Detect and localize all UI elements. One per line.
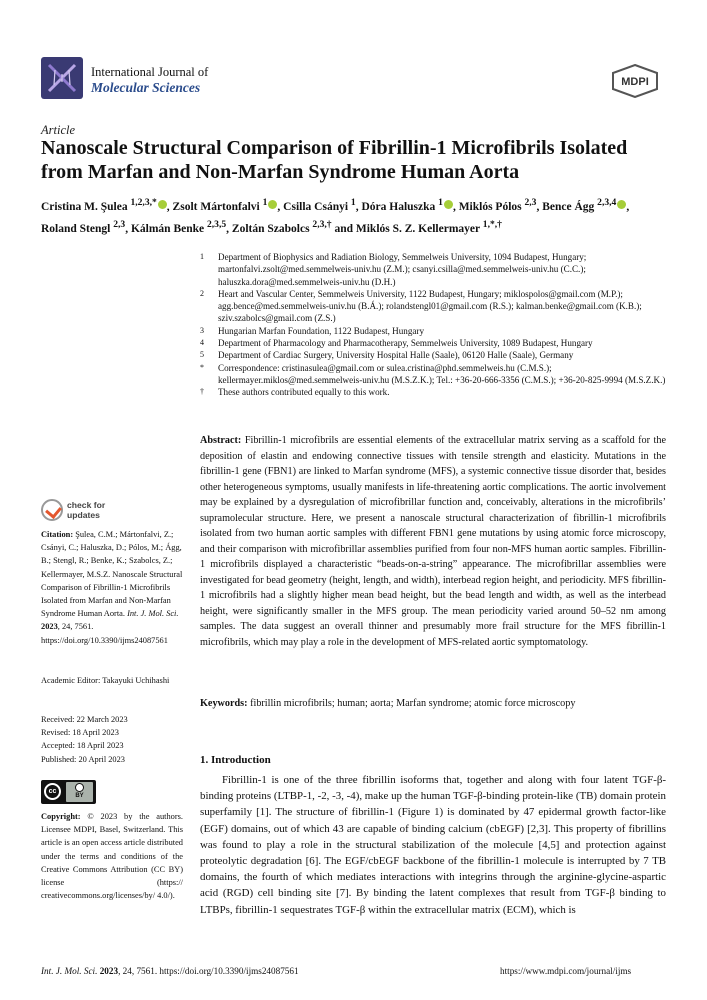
article-title: Nanoscale Structural Comparison of Fibrillin-1 Microfibrils Isolated from Marfan and Non-Marfan Syndrome Human Aorta — [41, 137, 628, 183]
check-updates-icon — [41, 499, 63, 521]
author: Zsolt Mártonfalvi $^1$ , — [172, 197, 281, 213]
abstract-label: Abstract: — [200, 435, 242, 446]
journal-name-line1: International Journal of — [91, 65, 209, 79]
keywords-label: Keywords: — [200, 698, 248, 709]
footer-citation: Int. J. Mol. Sci. 2023, 24, 7561. https://doi.org/10.3390/ijms24087561 — [41, 966, 299, 976]
author: Miklós S. Z. Kellermayer $^{1,*,\dagger}$ — [355, 218, 502, 235]
journal-name-line2: Molecular Sciences — [91, 80, 201, 95]
orcid-icon[interactable] — [617, 200, 626, 209]
citation-block: Citation: Şulea, C.M.; Mártonfalvi, Z.; Csányi, C.; Haluszka, D.; Pólos, M.; Ágg, B.; Stengl, R.; Benke, K.; Szabolcs, Z.; Kellermayer, M.S.Z. Nanoscale Structural Comparison of Fibrillin-1 Microfibrils Isolated from Marfan and Non-Marfan Syndrome Human Aorta. Int. J. Mol. Sci. 2023, 24, 7561. https://doi.org/10.3390/ijms24087561 — [41, 530, 183, 645]
orcid-icon[interactable] — [268, 200, 277, 209]
cc-by-license-badge[interactable]: cc BY — [41, 780, 96, 804]
author: Kálmán Benke $^{2,3,5}$, — [130, 218, 230, 235]
creative-commons-icon: cc — [44, 783, 61, 800]
author: Csilla Csányi $^1$, — [283, 197, 359, 213]
footer-journal-url[interactable]: https://www.mdpi.com/journal/ijms — [500, 966, 632, 976]
copyright-notice: Copyright: © 2023 by the authors. Licensee MDPI, Basel, Switzerland. This article is an open access article distributed under the terms and conditions of the Creative Commons Attribution (CC BY) license (https:// creativecommons.org/licenses/by/ 4.0/). — [41, 812, 184, 901]
correspondence: * Correspondence: cristinasulea@gmail.com or sulea.cristina@phd.semmelweis.hu (C.M.S.); kellermayer.miklos@med.semmelweis-univ.hu (M.S.Z.K.); Tel.: +36-20-666-3356 (C.M.S.); +36-20-825-9994 (M.S.Z.K.) — [200, 362, 666, 385]
keywords — [200, 696, 666, 712]
author-list — [41, 194, 681, 238]
abstract — [200, 433, 666, 650]
received-date: Received: 22 March 2023 — [41, 715, 128, 724]
orcid-icon[interactable] — [444, 200, 453, 209]
journal-logo — [41, 57, 83, 99]
author: Cristina M. Şulea $^{1,2,3,*}$ , — [41, 197, 170, 213]
author: Miklós Pólos $^{2,3}$, — [458, 197, 540, 213]
section-heading-introduction: 1. Introduction — [200, 754, 271, 766]
check-for-updates-button[interactable]: check for updates — [41, 499, 121, 523]
introduction-paragraph: Fibrillin-1 is one of the three fibrillin isoforms that, together and along with four latent TGF-β-binding proteins (LTBP-1, -2, -3, -4), make up the human TGF-β-binding protein-like (TB) domain protein superfamily [1]. The structure of fibrillin-1 (Figure 1) is dominated by 47 epidermal growth factor-like (EGF) domains, out of which 43 are capable of binding calcium (cbEGF) [2,3]. This property of fibrillins was found to play a role in the structural stabilization of the molecule [4,5] and protection against proteolytic degradation [6]. The EGF/cbEGF backbone of the fibrillin-1 molecule is interrupted by 7 TB domains, the fourth of which mediates interactions with integrins through the arginine-glycine-aspartic acid (RGD) cell binding site [7]. By binding the latent complexes that result from TGF-β binding to LTBPs, fibrillin-1 sequestrates TGF-β within the extracellular matrix (ECM), which is — [200, 774, 666, 916]
author: Zoltán Szabolcs $^{2,3,\dagger}$ — [231, 218, 332, 235]
equal-contribution-note: † These authors contributed equally to this work. — [200, 387, 390, 398]
author: Dóra Haluszka $^1$ , — [361, 197, 456, 213]
affiliation-item: 1 Department of Biophysics and Radiation Biology, Semmelweis University, 1094 Budapest, Hungary; martonfalvi.zsolt@med.semmelweis-univ.hu (Z.M.); csanyi.csilla@med.semmelweis-univ.hu (C.C.); haluszka.dora@med.semmelweis-univ.hu (D.H.) — [200, 252, 587, 287]
affiliations — [200, 251, 670, 399]
article-type: Article — [41, 123, 76, 137]
accepted-date: Accepted: 18 April 2023 — [41, 741, 124, 751]
publication-dates — [41, 713, 186, 766]
author: Roland Stengl $^{2,3}$, — [41, 218, 129, 235]
author-conjunction: and — [334, 222, 353, 235]
affiliation-item: 4 Department of Pharmacology and Pharmacotherapy, Semmelweis University, 1089 Budapest, Hungary — [200, 338, 593, 349]
affiliation-item: 5 Department of Cardiac Surgery, University Hospital Halle (Saale), 06120 Halle (Saale), Germany — [200, 350, 574, 361]
affiliation-item: 2 Heart and Vascular Center, Semmelweis University, 1122 Budapest, Hungary; miklospolos@gmail.com (M.P.); agg.bence@med.semmelweis-univ.hu (B.Á.); rolandstengl01@gmail.com (R.S.); kalman.benke@gmail.com (K.B.); sziv.szabolcs@gmail.com (Z.S.) — [200, 288, 642, 324]
academic-editor: Academic Editor: Takayuki Uchihashi — [41, 676, 170, 685]
affiliation-item: 3 Hungarian Marfan Foundation, 1122 Budapest, Hungary — [200, 325, 424, 336]
abstract-text: Fibrillin-1 microfibrils are essential elements of the extracellular matrix serving as a scaffold for the deposition of elastin and endowing connective tissues with tensile strength and elasticity. Mutations in the fibrillin-1 gene (FBN1) are linked to Marfan syndrome (MFS), a systemic connective tissue disorder that, besides other heterogeneous symptoms, usually manifests in life-threatening aortic complications. The aortic involvement may be explained by a dysregulation of microfibrillar function and, conceivably, alterations in the microfibrils’ supramolecular structure. Here, we present a nanoscale structural characterization of fibrillin-1 microfibrils isolated from two human aortic samples with different FBN1 gene mutations by using atomic force microscopy, and their comparison with microfibrillar assemblies purified from four non-MFS human aortic samples. Fibrillin-1 microfibrils displayed a characteristic “beads-on-a-string” appearance. The microfibrillar assemblies were investigated for bead geometry (height, length, and width), interbead region height, and periodicity. MFS fibrillin-1 microfibrils had a slightly higher mean bead height, but the bead length and width, as well as the interbead height, were significantly smaller in the MFS group. The mean periodicity varied around 50–52 nm among samples. The data suggest an overall thinner and presumably more frail structure for the MFS fibrillin-1 microfibrils, which may play a role in the development of MFS-related aortic symptomatology. — [200, 435, 666, 648]
revised-date: Revised: 18 April 2023 — [41, 728, 119, 738]
dna-helix-icon — [41, 57, 83, 99]
author: Bence Ágg $^{2,3,4}$ , — [542, 197, 630, 213]
orcid-icon[interactable] — [158, 200, 167, 209]
keywords-text: fibrillin microfibrils; human; aorta; Marfan syndrome; atomic force microscopy — [250, 698, 576, 709]
mdpi-logo[interactable] — [611, 64, 659, 98]
attribution-person-icon — [75, 783, 84, 792]
mdpi-logo-text: MDPI — [621, 76, 649, 88]
published-date: Published: 20 April 2023 — [41, 754, 125, 764]
